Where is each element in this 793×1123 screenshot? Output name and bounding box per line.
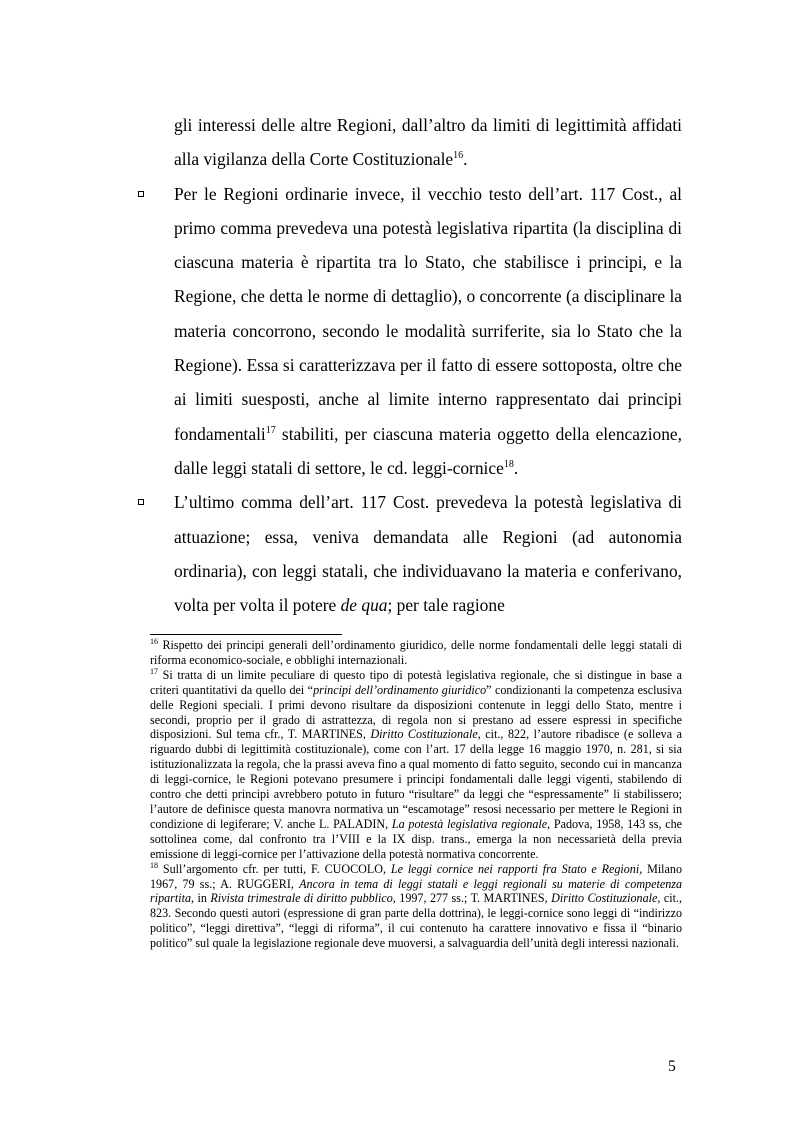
footnotes [150, 638, 682, 951]
bullet-item-ultimo-comma: L’ultimo comma dell’art. 117 Cost. prevedeva la potestà legislativa di attuazione; essa, veniva demandata alle Regioni (ad autonomia ordinaria), con leggi statali, che individuavano la materia e conferivano, volta per volta il potere de qua; per tale ragione [138, 485, 682, 622]
page-number: 5 [668, 1058, 676, 1075]
square-bullet-icon [138, 191, 144, 197]
footnote-ref-17[interactable]: 17 [265, 424, 276, 436]
footnote-ref-18[interactable]: 18 [503, 458, 514, 470]
footnote-17: $^{17}$ Si tratta di un limite peculiare di questo tipo di potestà legislativa regionale, che si distingue in base a criteri quantitativi da quello dei “principi dell’ordinamento giuridico” condizionanti la competenza esclusiva delle Regioni speciali. I primi devono risultare da disposizioni contenute in leggi dello Stato, mentre i secondi, proprio per il grado di astrattezza, di regola non si prestano ad essere espressi in specifiche disposizioni. Sul tema cfr., T. MARTINES, Diritto Costituzionale, cit., 822, l’autore ribadisce (e solleva a riguardo dubbi di legittimità costituzionale), come con l’art. 17 della legge 16 maggio 1970, n. 281, si sia istituzionalizzata la regola, che la prassi aveva fino a qual momento di fatto seguito, secondo cui in mancanza di leggi-cornice, le Regioni potevano presumere i principi fondamentali dalle leggi vigenti, stabilendo di contro che detti principi avrebbero potuto in futuro “risultare” da leggi che “espressamente” li stabilissero; l’autore de definisce questa manovra normativa un “escamotage” resosi necessario per mettere le Regioni in condizione di legiferare; V. anche L. PALADIN, La potestà legislativa regionale, Padova, 1958, 143 ss, che sottolinea come, dal confronto tra l’VIII e la IX disp. trans., emerga la non necessarietà della previa emissione di leggi-cornice per l’attivazione della potestà normativa concorrente. [150, 666, 683, 861]
footnote-18: $^{18}$ Sull’argomento cfr. per tutti, F. CUOCOLO, Le leggi cornice nei rapporti fra Stato e Regioni, Milano 1967, 79 ss.; A. RUGGERI, Ancora in tema di leggi statali e leggi regionali su materie di competenza ripartita, in Rivista trimestrale di diritto pubblico, 1997, 277 ss.; T. MARTINES, Diritto Costituzionale, cit., 823. Secondo questi autori (espressione di gran parte della dottrina), le leggi-cornice sono leggi di “indirizzo politico”, “leggi direttiva”, “leggi di riforma”, il cui contenuto ha carattere innovativo e fissa il “binario politico” sul quale la legislazione regionale deve muoversi, a salvaguardia dell’unità degli interessi nazionali. [150, 860, 683, 951]
footnote-separator [150, 634, 342, 635]
footnote-16: $^{16}$ Rispetto dei principi generali dell’ordinamento giuridico, delle norme fondamentali delle leggi statali di riforma economico-sociale, e obblighi internazionali. [150, 637, 682, 667]
bullet-item-regioni-ordinarie: Per le Regioni ordinarie invece, il vecchio testo dell’art. 117 Cost., al primo comma prevedeva una potestà legislativa ripartita (la disciplina di ciascuna materia è ripartita tra lo Stato, che stabilisce i principi, e la Regione, che detta le norme di dettaglio), o concorrente (a disciplinare la materia concorrono, secondo le modalità surriferite, sia lo Stato che la Regione). Essa si caratterizzava per il fatto di essere sottoposta, oltre che ai limiti suesposti, anche al limite interno rappresentato dai principi fondamentali$^{17}$ stabiliti, per ciascuna materia oggetto della elencazione, dalle leggi statali di settore, le cd. leggi-cornice$^{18}$. [138, 177, 682, 486]
body-text [138, 108, 682, 622]
square-bullet-icon [138, 499, 144, 505]
footnote-ref-16[interactable]: 16 [453, 150, 464, 162]
paragraph-continuation: gli interessi delle altre Regioni, dall’altro da limiti di legittimità affidati alla vigilanza della Corte Costituzionale$^{16}$. [174, 115, 682, 170]
